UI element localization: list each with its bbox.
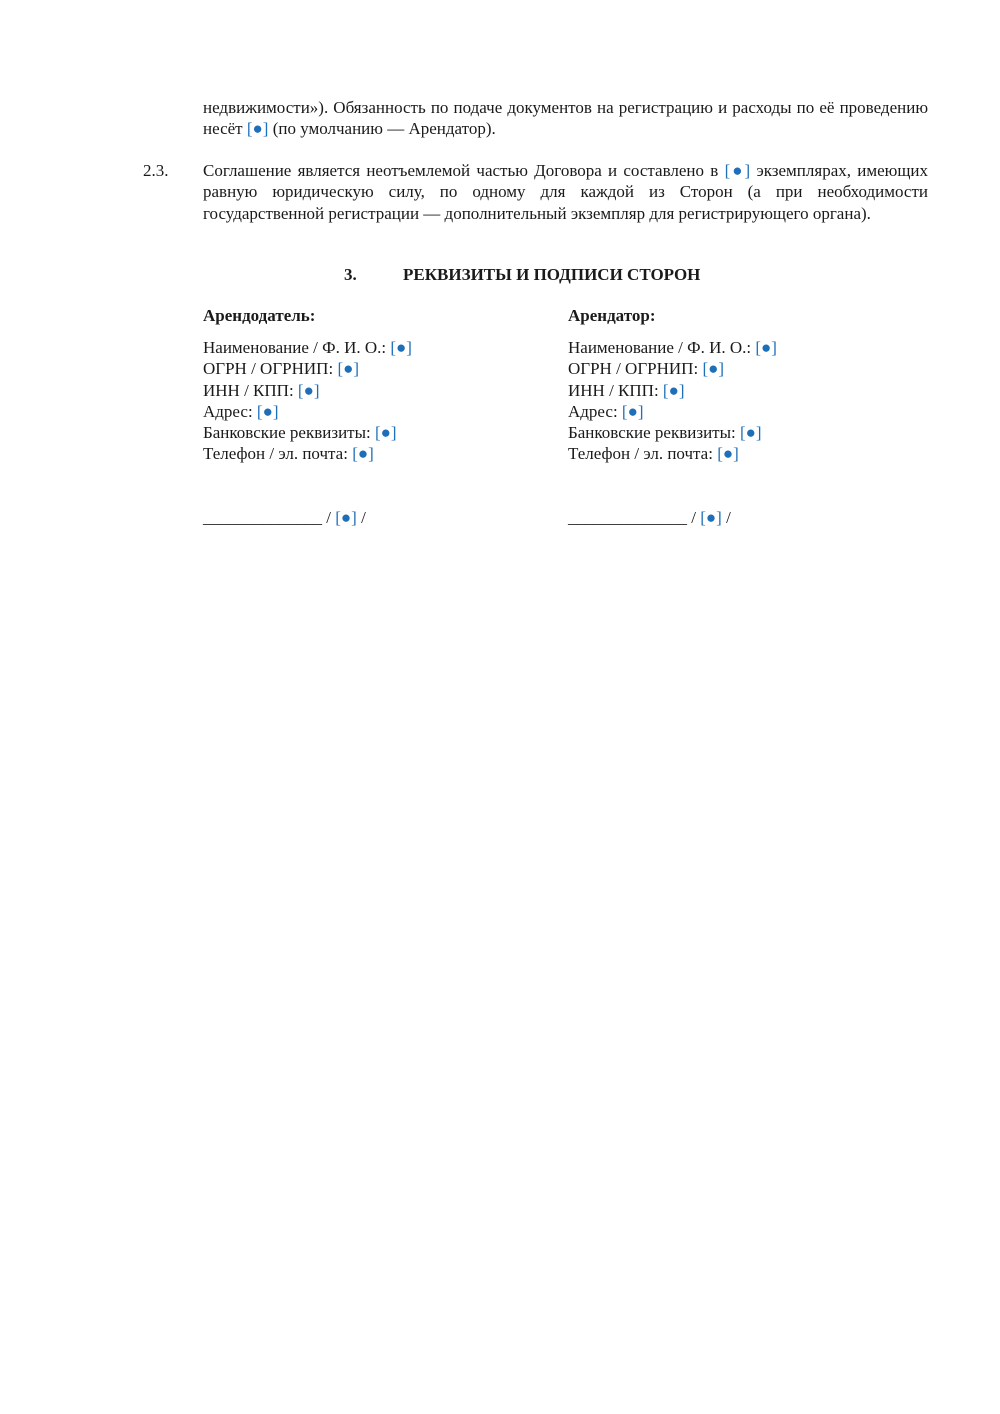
tenant-field-inn: ИНН / КПП: [●]: [568, 380, 685, 400]
tenant-details: [568, 305, 918, 465]
landlord-signature-line: [203, 507, 366, 528]
signature-separator: /: [691, 508, 696, 527]
placeholder-marker: [●]: [740, 423, 762, 443]
clause-2-2-line1: недвижимости»). Обязанность по подаче документов на регистрацию и расходы по её: [203, 98, 835, 117]
clause-2-2-line2-before: проведению несёт: [203, 98, 929, 139]
section-3-number: 3.: [344, 265, 357, 284]
section-3-title: РЕКВИЗИТЫ И ПОДПИСИ СТОРОН: [403, 265, 701, 284]
placeholder-marker: [●]: [352, 444, 374, 464]
placeholder-marker: [●]: [335, 508, 357, 527]
landlord-details: [203, 305, 553, 465]
clause-2-3-text-after: экземплярах, имеющих равную юридическую силу, по одному для каждой из Сторон (а при необходимости государственной регистрации — дополнительный экземпляр для регистрирующего органа).: [203, 161, 929, 223]
placeholder-marker: [●]: [662, 380, 685, 400]
tenant-field-bank: Банковские реквизиты: [●]: [568, 423, 762, 443]
clause-2-2-line2-after: (по умолчанию — Арендатор).: [272, 119, 496, 139]
placeholder-marker: [●]: [621, 401, 644, 421]
clause-2-3-text: [203, 160, 928, 224]
clause-2-3-text-before: Соглашение является неотъемлемой частью Договора и составлено в: [203, 161, 719, 180]
placeholder-marker: [●]: [702, 359, 725, 379]
landlord-field-ogrn: ОГРН / ОГРНИП: [●]: [203, 359, 360, 379]
placeholder-marker: [●]: [375, 423, 397, 443]
landlord-field-inn: ИНН / КПП: [●]: [203, 380, 320, 400]
clause-2-3-number: 2.3.: [143, 161, 169, 180]
placeholder-marker: [●]: [755, 338, 777, 357]
landlord-field-name: Наименование / Ф. И. О.: [●]: [203, 338, 412, 357]
signature-underline: ______________: [203, 508, 322, 527]
placeholder-marker: [●]: [700, 508, 722, 527]
placeholder-marker: [●]: [297, 380, 320, 400]
signature-separator: /: [361, 508, 366, 527]
placeholder-marker: [●]: [246, 119, 269, 139]
signature-separator: /: [726, 508, 731, 527]
tenant-field-address: Адрес: [●]: [568, 401, 644, 421]
clause-2-2-tail: [203, 97, 928, 140]
tenant-field-name: Наименование / Ф. И. О.: [●]: [568, 338, 777, 357]
signature-underline: ______________: [568, 508, 687, 527]
tenant-field-ogrn: ОГРН / ОГРНИП: [●]: [568, 359, 725, 379]
landlord-title: Арендодатель:: [203, 306, 316, 325]
placeholder-marker: [●]: [256, 401, 279, 421]
landlord-field-contacts: Телефон / эл. почта: [●]: [203, 444, 374, 464]
placeholder-marker: [●]: [724, 161, 751, 180]
tenant-field-contacts: Телефон / эл. почта: [●]: [568, 444, 739, 464]
tenant-title: Арендатор:: [568, 306, 656, 325]
placeholder-marker: [●]: [390, 338, 412, 357]
placeholder-marker: [●]: [337, 359, 360, 379]
tenant-signature-line: [568, 507, 731, 528]
landlord-field-bank: Банковские реквизиты: [●]: [203, 423, 397, 443]
placeholder-marker: [●]: [717, 444, 739, 464]
signature-separator: /: [326, 508, 331, 527]
landlord-field-address: Адрес: [●]: [203, 401, 279, 421]
